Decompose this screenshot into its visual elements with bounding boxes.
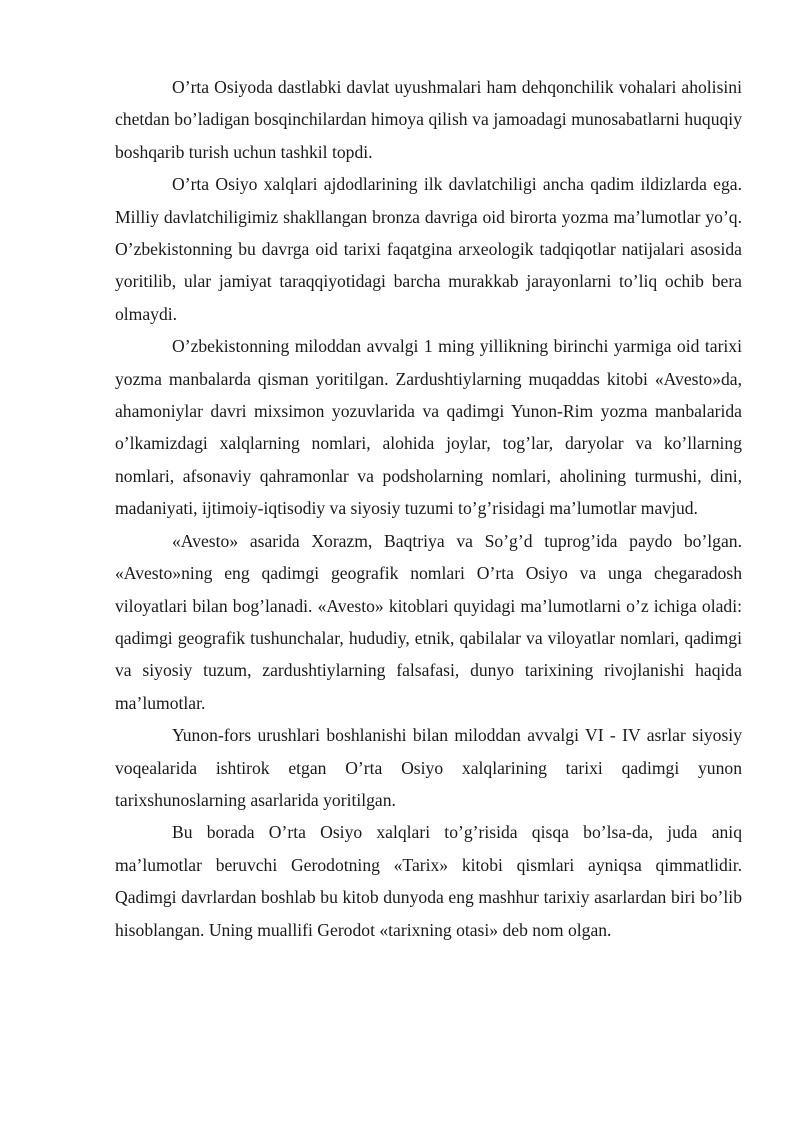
paragraph-gerodot: Bu borada O’rta Osiyo xalqlari to’g’risida qisqa bo’lsa-da, juda aniq ma’lumotlar beruvchi Gerodotning «Tarix» kitobi qismlari ayniqsa qimmatlidir. Qadimgi davrlardan boshlab bu kitob dunyoda eng mashhur tarixiy asarlardan biri bo’lib hisoblangan. Uning muallifi Gerodot «tarixning otasi» deb nom olgan. <box>115 822 742 940</box>
paragraph-ilk-davlatchilik: O’rta Osiyo xalqlari ajdodlarining ilk davlatchiligi ancha qadim ildizlarda ega. Milliy davlatchiligimiz shakllangan bronza davriga oid birorta yozma ma’lumotlar yo’q. O’zbekistonning bu davrga oid tarixi faqatgina arxeologik tadqiqotlar natijalari asosida yoritilib, ular jamiyat taraqqiyotidagi barcha murakkab jarayonlarni to’liq ochib bera olmaydi. <box>115 174 742 324</box>
paragraph-avesto: «Avesto» asarida Xorazm, Baqtriya va So’g’d tuprog’ida paydo bo’lgan. «Avesto»ning eng qadimgi geografik nomlari O’rta Osiyo va unga chegaradosh viloyatlari bilan bog’lanadi. «Avesto» kitoblari quyidagi ma’lumotlarni o’z ichiga oladi: qadimgi geografik tushunchalar, hududiy, etnik, qabilalar va viloyatlar nomlari, qadimgi va siyosiy tuzum, zardushtiylarning falsafasi, dunyo tarixining rivojlanishi haqida ma’lumotlar. <box>115 530 742 713</box>
document-body <box>115 71 742 946</box>
paragraph-yunon-fors: Yunon-fors urushlari boshlanishi bilan miloddan avvalgi VI - IV asrlar siyosiy voqealarida ishtirok etgan O’rta Osiyo xalqlarining tarixi qadimgi yunon tarixshunoslarning asarlarida yoritilgan. <box>115 725 742 810</box>
paragraph-davlat-uyushmalari: O’rta Osiyoda dastlabki davlat uyushmalari ham dehqonchilik vohalari aholisini chetdan bo’ladigan bosqinchilardan himoya qilish va jamoadagi munosabatlarni huquqiy boshqarib turish uchun tashkil topdi. <box>115 77 742 162</box>
paragraph-yozma-manbalar: O’zbekistonning miloddan avvalgi 1 ming yillikning birinchi yarmiga oid tarixi yozma manbalarda qisman yoritilgan. Zardushtiylarning muqaddas kitobi «Avesto»da, ahamoniylar davri mixsimon yozuvlarida va qadimgi Yunon-Rim yozma manbalarida o’lkamizdagi xalqlarning nomlari, alohida joylar, tog’lar, daryolar va ko’llarning nomlari, afsonaviy qahramonlar va podsholarning nomlari, aholining turmushi, dini, madaniyati, ijtimoiy-iqtisodiy va siyosiy tuzumi to’g’risidagi ma’lumotlar mavjud. <box>115 336 742 519</box>
